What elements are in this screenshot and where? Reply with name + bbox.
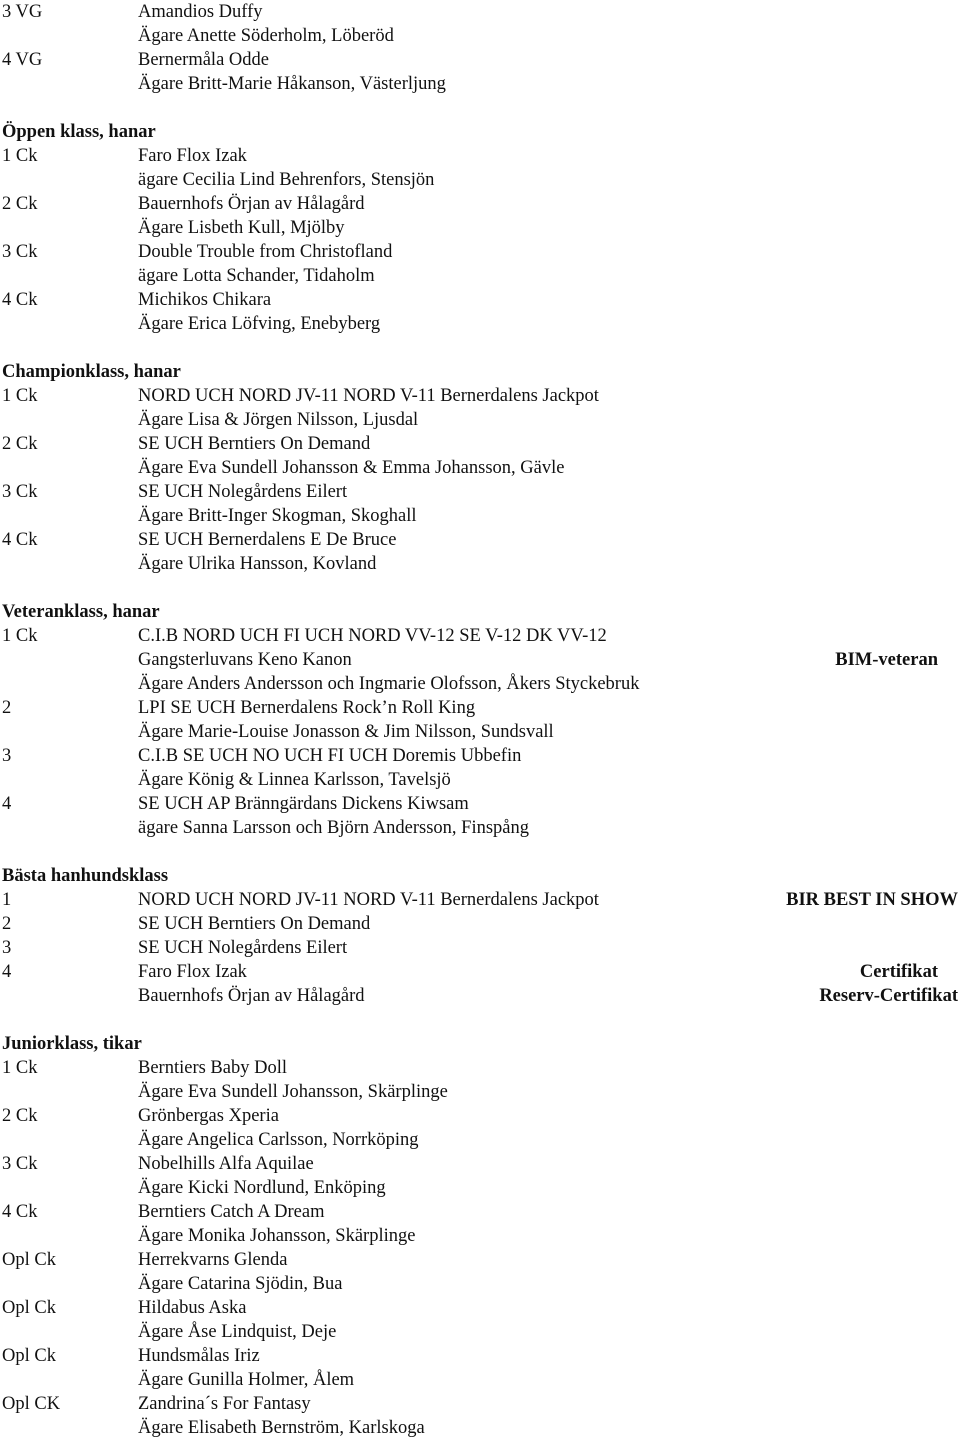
result-line [0, 1368, 960, 1392]
dog-name: SE UCH Berntiers On Demand [138, 914, 371, 934]
result-line [0, 72, 960, 96]
dog-name: C.I.B SE UCH NO UCH FI UCH Doremis Ubbefin [138, 746, 522, 766]
section-heading-line [0, 600, 960, 624]
result-line [0, 1224, 960, 1248]
owner-text: ägare Lotta Schander, Tidaholm [138, 266, 375, 286]
owner-text: Ägare Lisa & Jörgen Nilsson, Ljusdal [138, 410, 419, 430]
dog-name: SE UCH Nolegårdens Eilert [138, 482, 348, 502]
placement: 3 Ck [2, 1154, 38, 1174]
dog-name: Berntiers Catch A Dream [138, 1202, 325, 1222]
result-line [0, 288, 960, 312]
owner-text: ägare Sanna Larsson och Björn Andersson, Finspång [138, 818, 530, 838]
section [0, 0, 960, 96]
dog-name: Hildabus Aska [138, 1298, 247, 1318]
result-line [0, 240, 960, 264]
result-line [0, 696, 960, 720]
placement: 2 Ck [2, 1106, 38, 1126]
result-line [0, 1248, 960, 1272]
result-line [0, 168, 960, 192]
result-line [0, 1344, 960, 1368]
owner-text: Ägare Lisbeth Kull, Mjölby [138, 218, 345, 238]
result-line [0, 480, 960, 504]
result-line [0, 1104, 960, 1128]
award-label: BIM-veteran [835, 650, 938, 670]
placement: Opl Ck [2, 1346, 56, 1366]
section [0, 360, 960, 576]
placement: 4 Ck [2, 530, 38, 550]
dog-name: Michikos Chikara [138, 290, 272, 310]
dog-name: Zandrina´s For Fantasy [138, 1394, 311, 1414]
placement: 4 [2, 962, 12, 982]
result-line [0, 312, 960, 336]
placement: 3 Ck [2, 242, 38, 262]
dog-name: SE UCH AP Bränngärdans Dickens Kiwsam [138, 794, 469, 814]
section [0, 864, 960, 1008]
dog-name: Berntiers Baby Doll [138, 1058, 288, 1078]
section-heading-line [0, 1032, 960, 1056]
section-heading-line [0, 360, 960, 384]
owner-text: Ägare Erica Löfving, Enebyberg [138, 314, 381, 334]
section-heading-line [0, 864, 960, 888]
result-line [0, 1152, 960, 1176]
result-line [0, 936, 960, 960]
result-line [0, 1272, 960, 1296]
dog-name: Gangsterluvans Keno Kanon [138, 650, 352, 670]
result-line [0, 720, 960, 744]
result-line [0, 792, 960, 816]
award-label: Certifikat [859, 962, 938, 982]
result-line [0, 624, 960, 648]
owner-text: Ägare Elisabeth Bernström, Karlskoga [138, 1418, 425, 1438]
award-label: Reserv-Certifikat [819, 986, 958, 1006]
dog-name: Bauernhofs Örjan av Hålagård [138, 194, 365, 214]
section-heading-line [0, 120, 960, 144]
dog-name: Bauernhofs Örjan av Hålagård [138, 986, 365, 1006]
owner-text: Ägare Anette Söderholm, Löberöd [138, 26, 394, 46]
result-line [0, 1200, 960, 1224]
dog-name: Herrekvarns Glenda [138, 1250, 288, 1270]
result-line [0, 672, 960, 696]
result-line [0, 144, 960, 168]
result-line [0, 984, 960, 1008]
result-line [0, 1056, 960, 1080]
result-line [0, 48, 960, 72]
placement: Opl Ck [2, 1250, 56, 1270]
result-line [0, 816, 960, 840]
result-line [0, 1080, 960, 1104]
placement: 1 Ck [2, 146, 38, 166]
dog-name: Hundsmålas Iriz [138, 1346, 260, 1366]
owner-text: Ägare Catarina Sjödin, Bua [138, 1274, 343, 1294]
placement: 1 Ck [2, 386, 38, 406]
section [0, 1032, 960, 1440]
placement: 3 [2, 938, 12, 958]
dog-name: Faro Flox Izak [138, 146, 247, 166]
result-line [0, 744, 960, 768]
placement: 1 [2, 890, 12, 910]
dog-name: NORD UCH NORD JV-11 NORD V-11 Bernerdalens Jackpot [138, 890, 599, 910]
result-line [0, 24, 960, 48]
result-line [0, 216, 960, 240]
result-line [0, 504, 960, 528]
result-line [0, 1176, 960, 1200]
result-line [0, 1296, 960, 1320]
result-line [0, 648, 960, 672]
dog-name: NORD UCH NORD JV-11 NORD V-11 Bernerdalens Jackpot [138, 386, 599, 406]
placement: 2 [2, 698, 12, 718]
section-heading: Juniorklass, tikar [2, 1034, 142, 1054]
placement: 4 Ck [2, 290, 38, 310]
dog-name: C.I.B NORD UCH FI UCH NORD VV-12 SE V-12 DK VV-12 [138, 626, 607, 646]
section-heading: Bästa hanhundsklass [2, 866, 169, 886]
placement: 4 VG [2, 50, 43, 70]
owner-text: Ägare Kicki Nordlund, Enköping [138, 1178, 386, 1198]
section-heading: Öppen klass, hanar [2, 122, 156, 142]
placement: 3 VG [2, 2, 43, 22]
section [0, 600, 960, 840]
dog-name: Bernermåla Odde [138, 50, 269, 70]
result-line [0, 960, 960, 984]
dog-name: SE UCH Berntiers On Demand [138, 434, 371, 454]
owner-text: Ägare Åse Lindquist, Deje [138, 1322, 337, 1342]
owner-text: Ägare Eva Sundell Johansson & Emma Johansson, Gävle [138, 458, 565, 478]
owner-text: Ägare Britt-Inger Skogman, Skoghall [138, 506, 417, 526]
result-line [0, 768, 960, 792]
result-line [0, 456, 960, 480]
placement: Opl CK [2, 1394, 61, 1414]
result-line [0, 1416, 960, 1440]
owner-text: Ägare Ulrika Hansson, Kovland [138, 554, 377, 574]
owner-text: Ägare Marie-Louise Jonasson & Jim Nilsson, Sundsvall [138, 722, 554, 742]
dog-name: Double Trouble from Christofland [138, 242, 393, 262]
placement: 1 Ck [2, 1058, 38, 1078]
owner-text: Ägare Gunilla Holmer, Ålem [138, 1370, 355, 1390]
owner-text: Ägare Angelica Carlsson, Norrköping [138, 1130, 419, 1150]
result-line [0, 1392, 960, 1416]
result-line [0, 552, 960, 576]
placement: 1 Ck [2, 626, 38, 646]
dog-name: Amandios Duffy [138, 2, 263, 22]
dog-name: Nobelhills Alfa Aquilae [138, 1154, 314, 1174]
result-line [0, 1128, 960, 1152]
result-line [0, 408, 960, 432]
result-line [0, 384, 960, 408]
award-label: BIR BEST IN SHOW [786, 890, 958, 910]
result-line [0, 0, 960, 24]
placement: 2 Ck [2, 434, 38, 454]
result-line [0, 888, 960, 912]
owner-text: Ägare Anders Andersson och Ingmarie Olofsson, Åkers Styckebruk [138, 674, 640, 694]
section-heading: Veteranklass, hanar [2, 602, 160, 622]
result-line [0, 192, 960, 216]
section [0, 120, 960, 336]
owner-text: ägare Cecilia Lind Behrenfors, Stensjön [138, 170, 435, 190]
result-line [0, 432, 960, 456]
owner-text: Ägare König & Linnea Karlsson, Tavelsjö [138, 770, 451, 790]
placement: 2 [2, 914, 12, 934]
owner-text: Ägare Eva Sundell Johansson, Skärplinge [138, 1082, 448, 1102]
result-line [0, 528, 960, 552]
dog-name: LPI SE UCH Bernerdalens Rock’n Roll King [138, 698, 476, 718]
result-line [0, 912, 960, 936]
placement: 3 [2, 746, 12, 766]
section-heading: Championklass, hanar [2, 362, 181, 382]
placement: 4 Ck [2, 1202, 38, 1222]
dog-name: SE UCH Nolegårdens Eilert [138, 938, 348, 958]
placement: 4 [2, 794, 12, 814]
placement: Opl Ck [2, 1298, 56, 1318]
owner-text: Ägare Monika Johansson, Skärplinge [138, 1226, 416, 1246]
result-line [0, 264, 960, 288]
owner-text: Ägare Britt-Marie Håkanson, Västerljung [138, 74, 446, 94]
dog-name: Faro Flox Izak [138, 962, 247, 982]
result-line [0, 1320, 960, 1344]
dog-name: Grönbergas Xperia [138, 1106, 279, 1126]
dog-name: SE UCH Bernerdalens E De Bruce [138, 530, 397, 550]
placement: 3 Ck [2, 482, 38, 502]
placement: 2 Ck [2, 194, 38, 214]
